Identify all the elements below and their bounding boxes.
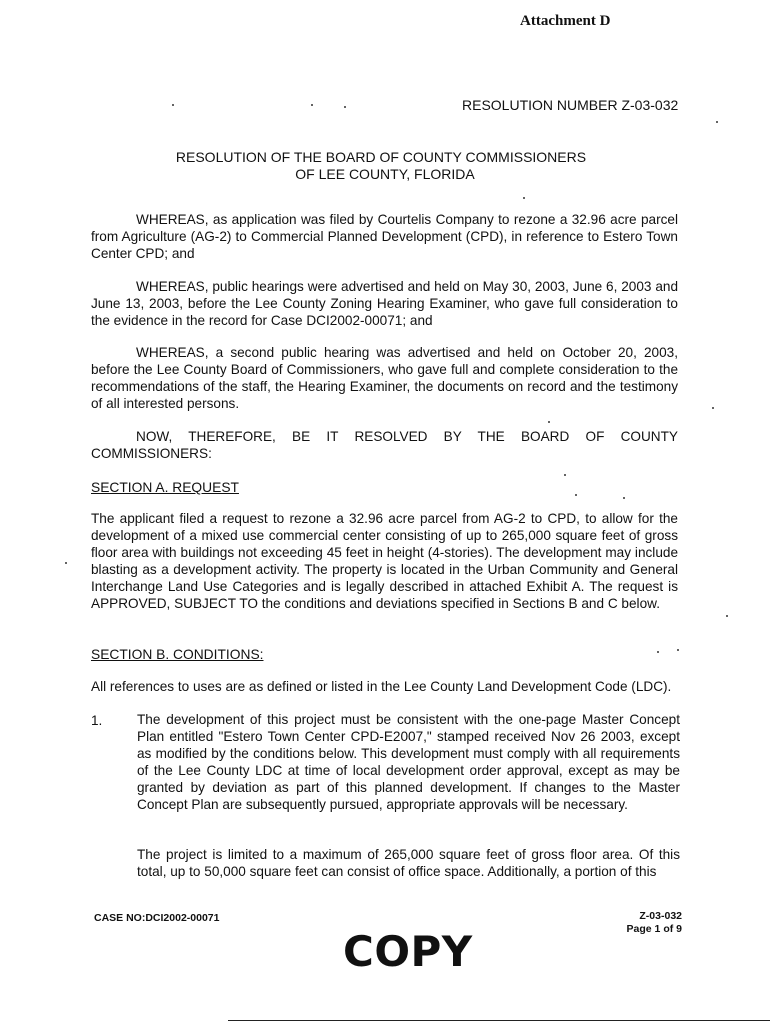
section-b-intro: All references to uses are as defined or listed in the Lee County Land Development Code (LDC). (91, 679, 672, 694)
page-number: Page 1 of 9 (626, 923, 682, 935)
condition-1-text: The development of this project must be consistent with the one-page Master Concept Plan entitled "Estero Town Center CPD-E2007," stamped received Nov 26 2003, except as modified by the conditions below. This development must comply with all requirements of the Lee County LDC at time of local development order approval, except as may be granted by deviation as part of this planned development. If changes to the Master Concept Plan are subsequently pursued, appropriate approvals will be necessary. (137, 712, 680, 812)
scan-speck (677, 649, 679, 651)
condition-number: 1. (91, 713, 103, 728)
resolved-line-2: COMMISSIONERS: (91, 446, 212, 461)
title-line-2: OF LEE COUNTY, FLORIDA (295, 166, 475, 182)
resolved-paragraph (91, 429, 678, 446)
scan-speck (726, 615, 728, 617)
resolution-number: RESOLUTION NUMBER Z-03-032 (462, 97, 679, 113)
scan-speck (575, 494, 577, 496)
scan-speck (716, 121, 718, 123)
attachment-label: Attachment D (520, 13, 611, 29)
scan-speck (623, 497, 625, 499)
whereas-paragraph-3: WHEREAS, a second public hearing was advertised and held on October 20, 2003, before the Lee County Board of Commissioners, who gave full and complete consideration to the recommendations of the staff, the Hearing Examiner, the documents on record and the testimony of all interested persons. (91, 345, 678, 411)
copy-stamp: COPY (343, 927, 473, 976)
whereas-paragraph-2: WHEREAS, public hearings were advertised and held on May 30, 2003, June 6, 2003 and June 13, 2003, before the Lee County Zoning Hearing Examiner, who gave full consideration to the evidence in the record for Case DCI2002-00071; and (91, 279, 678, 328)
scan-speck (172, 104, 174, 106)
scan-speck (548, 421, 550, 423)
scan-speck (523, 197, 525, 199)
section-b-heading: SECTION B. CONDITIONS: (91, 647, 264, 662)
resolved-line-1: NOW, THEREFORE, BE IT RESOLVED BY THE BOARD OF COUNTY (136, 429, 678, 444)
scan-speck (564, 474, 566, 476)
whereas-paragraph-1: WHEREAS, as application was filed by Courtelis Company to rezone a 32.96 acre parcel from Agriculture (AG-2) to Commercial Planned Development (CPD), in reference to Estero Town Center CPD; and (91, 212, 678, 261)
footer-resolution-number: Z-03-032 (639, 910, 682, 922)
scan-speck (65, 562, 67, 564)
scan-speck (344, 106, 346, 108)
case-number: CASE NO:DCI2002-00071 (94, 912, 220, 924)
scan-speck (712, 407, 714, 409)
title-line-1: RESOLUTION OF THE BOARD OF COUNTY COMMISSIONERS (175, 149, 587, 165)
section-a-text: The applicant filed a request to rezone a 32.96 acre parcel from AG-2 to CPD, to allow for the development of a mixed use commercial center consisting of up to 265,000 square feet of gross floor area with buildings not exceeding 45 feet in height (4-stories). The development may include blasting as a development activity. The property is located in the Urban Community and General Interchange Land Use Categories and is legally described in attached Exhibit A. The request is APPROVED, SUBJECT TO the conditions and deviations specified in Sections B and C below. (91, 511, 678, 611)
scan-speck (657, 651, 659, 653)
section-a-heading: SECTION A. REQUEST (91, 480, 239, 495)
bottom-rule (228, 1020, 770, 1021)
scan-speck (311, 104, 313, 106)
condition-1-text-continued: The project is limited to a maximum of 265,000 square feet of gross floor area. Of this total, up to 50,000 square feet can consist of office space. Additionally, a portion of this (137, 847, 680, 879)
page-reference (627, 910, 682, 936)
